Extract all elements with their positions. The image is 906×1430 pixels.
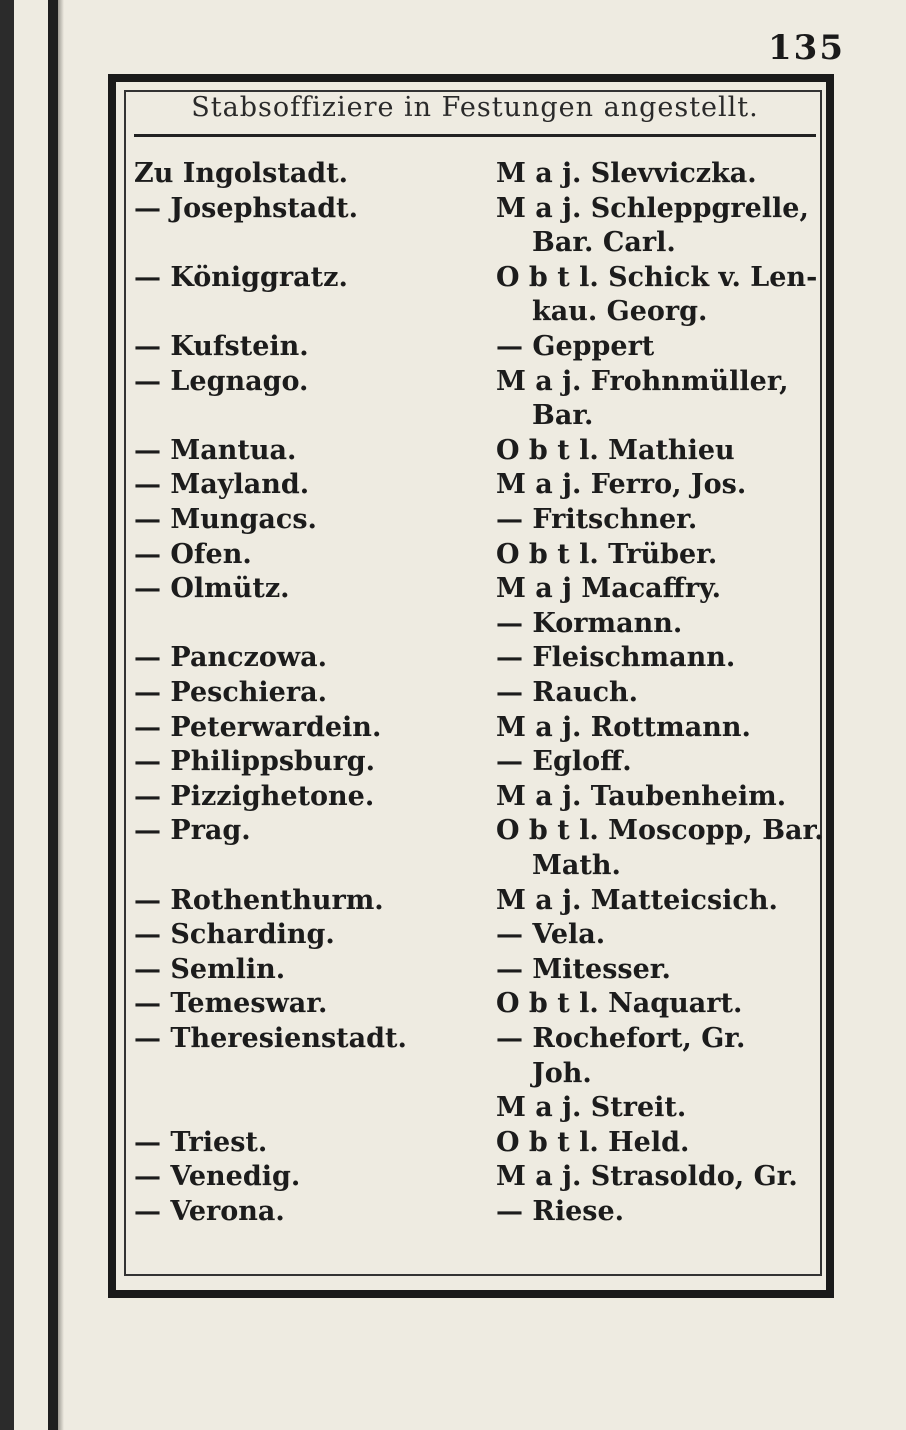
officer-name: — Vela. <box>496 919 606 951</box>
list-row <box>134 1125 824 1161</box>
list-row <box>134 398 824 434</box>
fortress-name: — Venedig. <box>134 1161 301 1193</box>
fortress-name: — Königgratz. <box>134 261 348 293</box>
fortress-name: — Theresienstadt. <box>134 1023 407 1054</box>
list-row <box>134 710 824 746</box>
officer-name: M a j. Rottmann. <box>496 711 751 743</box>
officer-name: M a j. Taubenheim. <box>496 780 787 812</box>
officer-name: M a j. Ferro, Jos. <box>496 469 747 501</box>
list-row <box>134 1194 824 1230</box>
list-row <box>134 1056 824 1092</box>
officer-name: — Geppert <box>496 331 655 362</box>
fortress-name: — Scharding. <box>134 919 335 951</box>
fortress-name: — Triest. <box>134 1126 268 1158</box>
book-gutter <box>48 0 58 1430</box>
officer-name: — Rauch. <box>496 677 639 708</box>
fortress-name: — Philippsburg. <box>134 746 376 778</box>
fortress-name: — Olmütz. <box>134 573 290 605</box>
list-row <box>134 1021 824 1057</box>
gutter-shadow <box>58 0 64 1430</box>
fortress-name: — Ofen. <box>134 538 252 570</box>
officer-name: O b t l. Held. <box>496 1126 690 1158</box>
list-row <box>134 606 824 642</box>
list-row <box>134 191 824 227</box>
officer-name: M a j. Streit. <box>496 1092 687 1124</box>
page-number: 135 <box>768 28 845 68</box>
officer-name: — Fleischmann. <box>496 642 736 674</box>
officer-name: — Kormann. <box>496 607 683 639</box>
officer-name: kau. Georg. <box>532 296 708 328</box>
list-row <box>134 156 824 192</box>
list-row <box>134 433 824 469</box>
list-row <box>134 883 824 919</box>
officer-name: Joh. <box>532 1057 592 1089</box>
fortress-name: Zu Ingolstadt. <box>134 158 349 189</box>
officer-name: Math. <box>532 850 621 881</box>
officer-name: — Fritschner. <box>496 504 698 535</box>
list-row <box>134 917 824 953</box>
list-row <box>134 225 824 261</box>
list-row <box>134 952 824 988</box>
list-row <box>134 329 824 365</box>
officer-name: M a j. Strasoldo, Gr. <box>496 1161 798 1193</box>
list-row <box>134 1159 824 1195</box>
fortress-name: — Prag. <box>134 815 251 847</box>
list-row <box>134 294 824 330</box>
list-row <box>134 260 824 296</box>
fortress-name: — Kufstein. <box>134 331 309 362</box>
officer-name: O b t l. Moscopp, Bar. <box>496 815 824 847</box>
fortress-name: — Peterwardein. <box>134 711 382 743</box>
officer-name: — Riese. <box>496 1196 625 1227</box>
officer-name: O b t l. Mathieu <box>496 434 735 466</box>
list-row <box>134 537 824 573</box>
officer-name: O b t l. Trüber. <box>496 538 718 570</box>
officer-name: — Egloff. <box>496 746 632 778</box>
fortress-name: — Semlin. <box>134 953 286 985</box>
list-row <box>134 848 824 884</box>
fortress-name: — Mantua. <box>134 434 297 466</box>
officer-name: Bar. Carl. <box>532 227 676 259</box>
officer-name: Bar. <box>532 400 594 432</box>
officer-name: M a j. Slevviczka. <box>496 158 757 189</box>
officer-name: M a j. Schleppgrelle, <box>496 192 809 224</box>
list-row <box>134 744 824 780</box>
officer-name: O b t l. Schick v. Len- <box>496 261 818 293</box>
officer-name: M a j Macaffry. <box>496 573 722 605</box>
fortress-name: — Mayland. <box>134 469 310 501</box>
list-row <box>134 502 824 538</box>
fortress-name: — Rothenthurm. <box>134 884 384 916</box>
fortress-name: — Mungacs. <box>134 504 317 535</box>
list-row <box>134 364 824 400</box>
list-row <box>134 571 824 607</box>
fortress-name: — Peschiera. <box>134 677 327 708</box>
list-row <box>134 779 824 815</box>
list-row <box>134 675 824 711</box>
fortress-name: — Verona. <box>134 1196 285 1227</box>
fortress-name: — Temeswar. <box>134 988 328 1020</box>
officer-name: O b t l. Naquart. <box>496 988 743 1020</box>
officer-name: — Mitesser. <box>496 953 671 985</box>
list-row <box>134 1090 824 1126</box>
officer-name: M a j. Matteicsich. <box>496 884 778 916</box>
list-row <box>134 813 824 849</box>
list-row <box>134 640 824 676</box>
fortress-name: — Panczowa. <box>134 642 328 674</box>
fortress-name: — Legnago. <box>134 365 309 397</box>
list-row <box>134 986 824 1022</box>
officer-name: M a j. Frohnmüller, <box>496 365 789 397</box>
list-row <box>134 467 824 503</box>
heading-rule <box>134 134 816 137</box>
table-heading: Stabsoffiziere in Festungen angestellt. <box>191 92 759 123</box>
fortress-name: — Josephstadt. <box>134 192 358 224</box>
officer-name: — Rochefort, Gr. <box>496 1023 746 1054</box>
fortress-name: — Pizzighetone. <box>134 780 375 812</box>
